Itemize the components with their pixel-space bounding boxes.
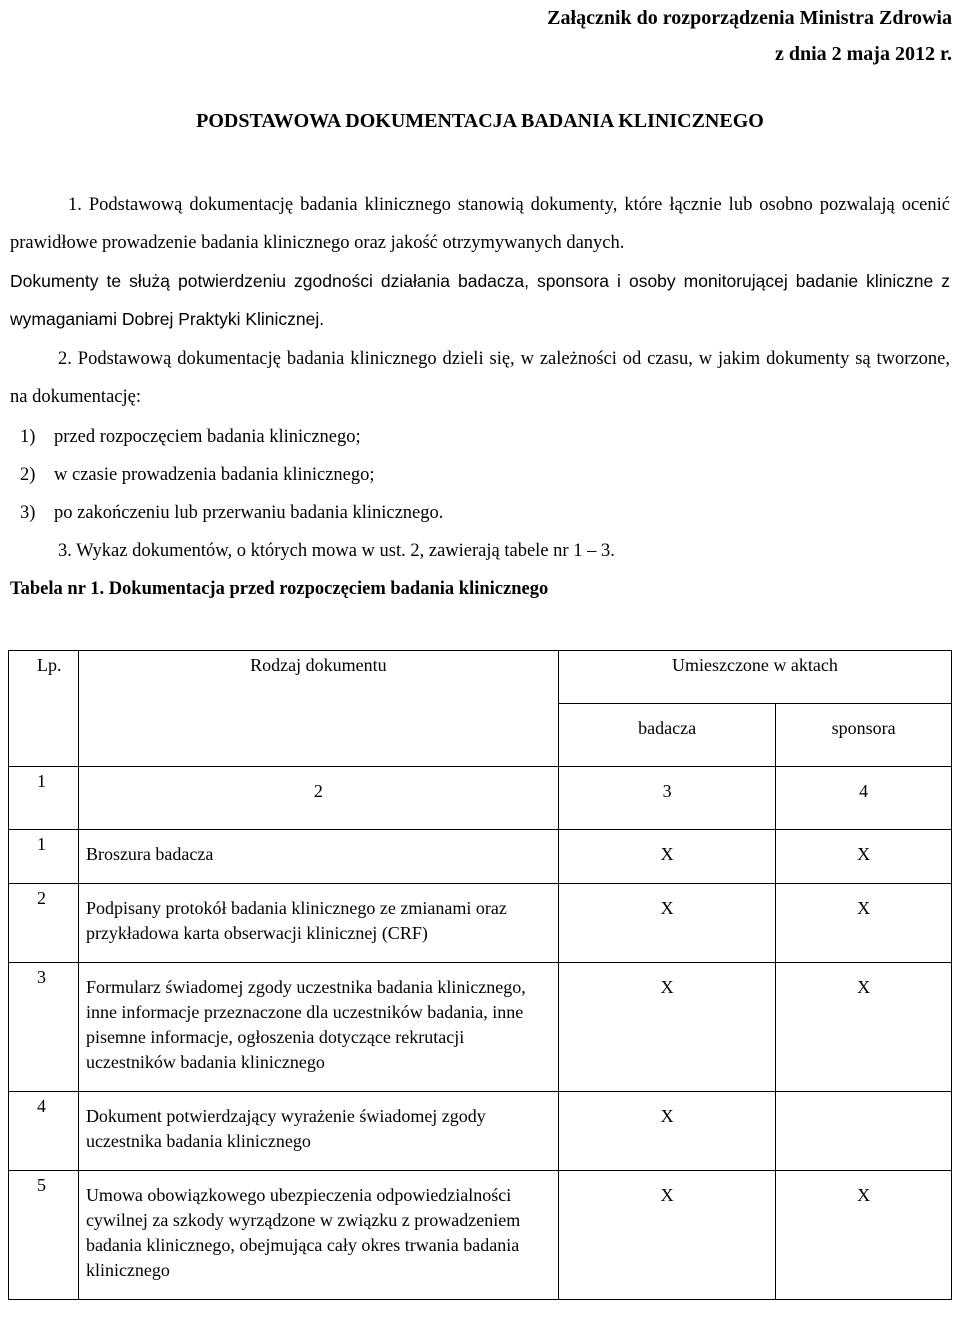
numbering-cell: 4 [776, 767, 952, 830]
header-document-type: Rodzaj dokumentu [78, 651, 558, 767]
numbering-cell: 3 [558, 767, 775, 830]
annex-line-2: z dnia 2 maja 2012 r. [774, 43, 952, 65]
paragraph-2: 2. Podstawową dokumentację badania klinicznego dzieli się, w zależności od czasu, w jakim dokumenty są tworzone, na dokumentację: [10, 349, 950, 407]
list-item-text: po zakończeniu lub przerwaniu badania klinicznego. [54, 503, 444, 523]
list-item-text: w czasie prowadzenia badania klinicznego; [54, 465, 375, 485]
numbering-cell: 1 [9, 767, 79, 830]
row-lp: 4 [9, 1092, 79, 1171]
row-sponsor-mark: X [776, 1171, 952, 1300]
paragraph-3: 3. Wykaz dokumentów, o których mowa w ust. 2, zawierają tabele nr 1 – 3. [58, 541, 615, 561]
list-item-3 [20, 494, 443, 532]
row-sponsor-mark: X [776, 884, 952, 963]
list-item-1 [20, 418, 361, 456]
row-lp: 1 [9, 830, 79, 884]
documents-table [8, 650, 952, 1300]
table-row [9, 1092, 952, 1171]
header-sponsor: sponsora [776, 704, 952, 767]
row-document-name: Broszura badacza [78, 830, 558, 884]
row-document-name: Dokument potwierdzający wyrażenie świadomej zgody uczestnika badania klinicznego [78, 1092, 558, 1171]
list-item-2 [20, 456, 375, 494]
annex-line-1: Załącznik do rozporządzenia Ministra Zdrowia [547, 7, 952, 29]
list-item-text: przed rozpoczęciem badania klinicznego; [54, 427, 361, 447]
document-title: PODSTAWOWA DOKUMENTACJA BADANIA KLINICZNEGO [196, 110, 764, 132]
row-document-name: Podpisany protokół badania klinicznego ze zmianami oraz przykładowa karta obserwacji klinicznej (CRF) [78, 884, 558, 963]
row-sponsor-mark: X [776, 963, 952, 1092]
numbering-cell: 2 [78, 767, 558, 830]
row-document-name: Formularz świadomej zgody uczestnika badania klinicznego, inne informacje przeznaczone dla uczestników badania, inne pisemne informacje, ogłoszenia dotyczące rekrutacji uczestników badania klinicznego [78, 963, 558, 1092]
annex-header [547, 0, 952, 72]
header-lp: Lp. [9, 651, 79, 767]
table-row [9, 830, 952, 884]
row-investigator-mark: X [558, 884, 775, 963]
table-row [9, 1171, 952, 1300]
paragraph-1b: Dokumenty te służą potwierdzeniu zgodności działania badacza, sponsora i osoby monitorującej badanie kliniczne z wymaganiami Dobrej Praktyki Klinicznej. [10, 271, 950, 329]
row-lp: 5 [9, 1171, 79, 1300]
header-placed-in-files: Umieszczone w aktach [558, 651, 951, 704]
header-investigator: badacza [558, 704, 775, 767]
row-lp: 3 [9, 963, 79, 1092]
row-investigator-mark: X [558, 830, 775, 884]
row-investigator-mark: X [558, 1171, 775, 1300]
table-header-row [9, 651, 952, 704]
table-row [9, 884, 952, 963]
row-investigator-mark: X [558, 1092, 775, 1171]
table-title: Tabela nr 1. Dokumentacja przed rozpoczęciem badania klinicznego [10, 579, 549, 599]
list-item-number: 2) [20, 465, 36, 485]
row-sponsor-mark: X [776, 830, 952, 884]
row-document-name: Umowa obowiązkowego ubezpieczenia odpowiedzialności cywilnej za szkody wyrządzone w związku z prowadzeniem badania klinicznego, obejmująca cały okres trwania badania klinicznego [78, 1171, 558, 1300]
row-investigator-mark: X [558, 963, 775, 1092]
list-item-number: 3) [20, 503, 36, 523]
row-lp: 2 [9, 884, 79, 963]
table-numbering-row [9, 767, 952, 830]
table-row [9, 963, 952, 1092]
row-sponsor-mark [776, 1092, 952, 1171]
paragraph-1a: 1. Podstawową dokumentację badania klinicznego stanowią dokumenty, które łącznie lub osobno pozwalają ocenić prawidłowe prowadzenie badania klinicznego oraz jakość otrzymywanych danych. [10, 195, 950, 253]
list-item-number: 1) [20, 427, 36, 447]
